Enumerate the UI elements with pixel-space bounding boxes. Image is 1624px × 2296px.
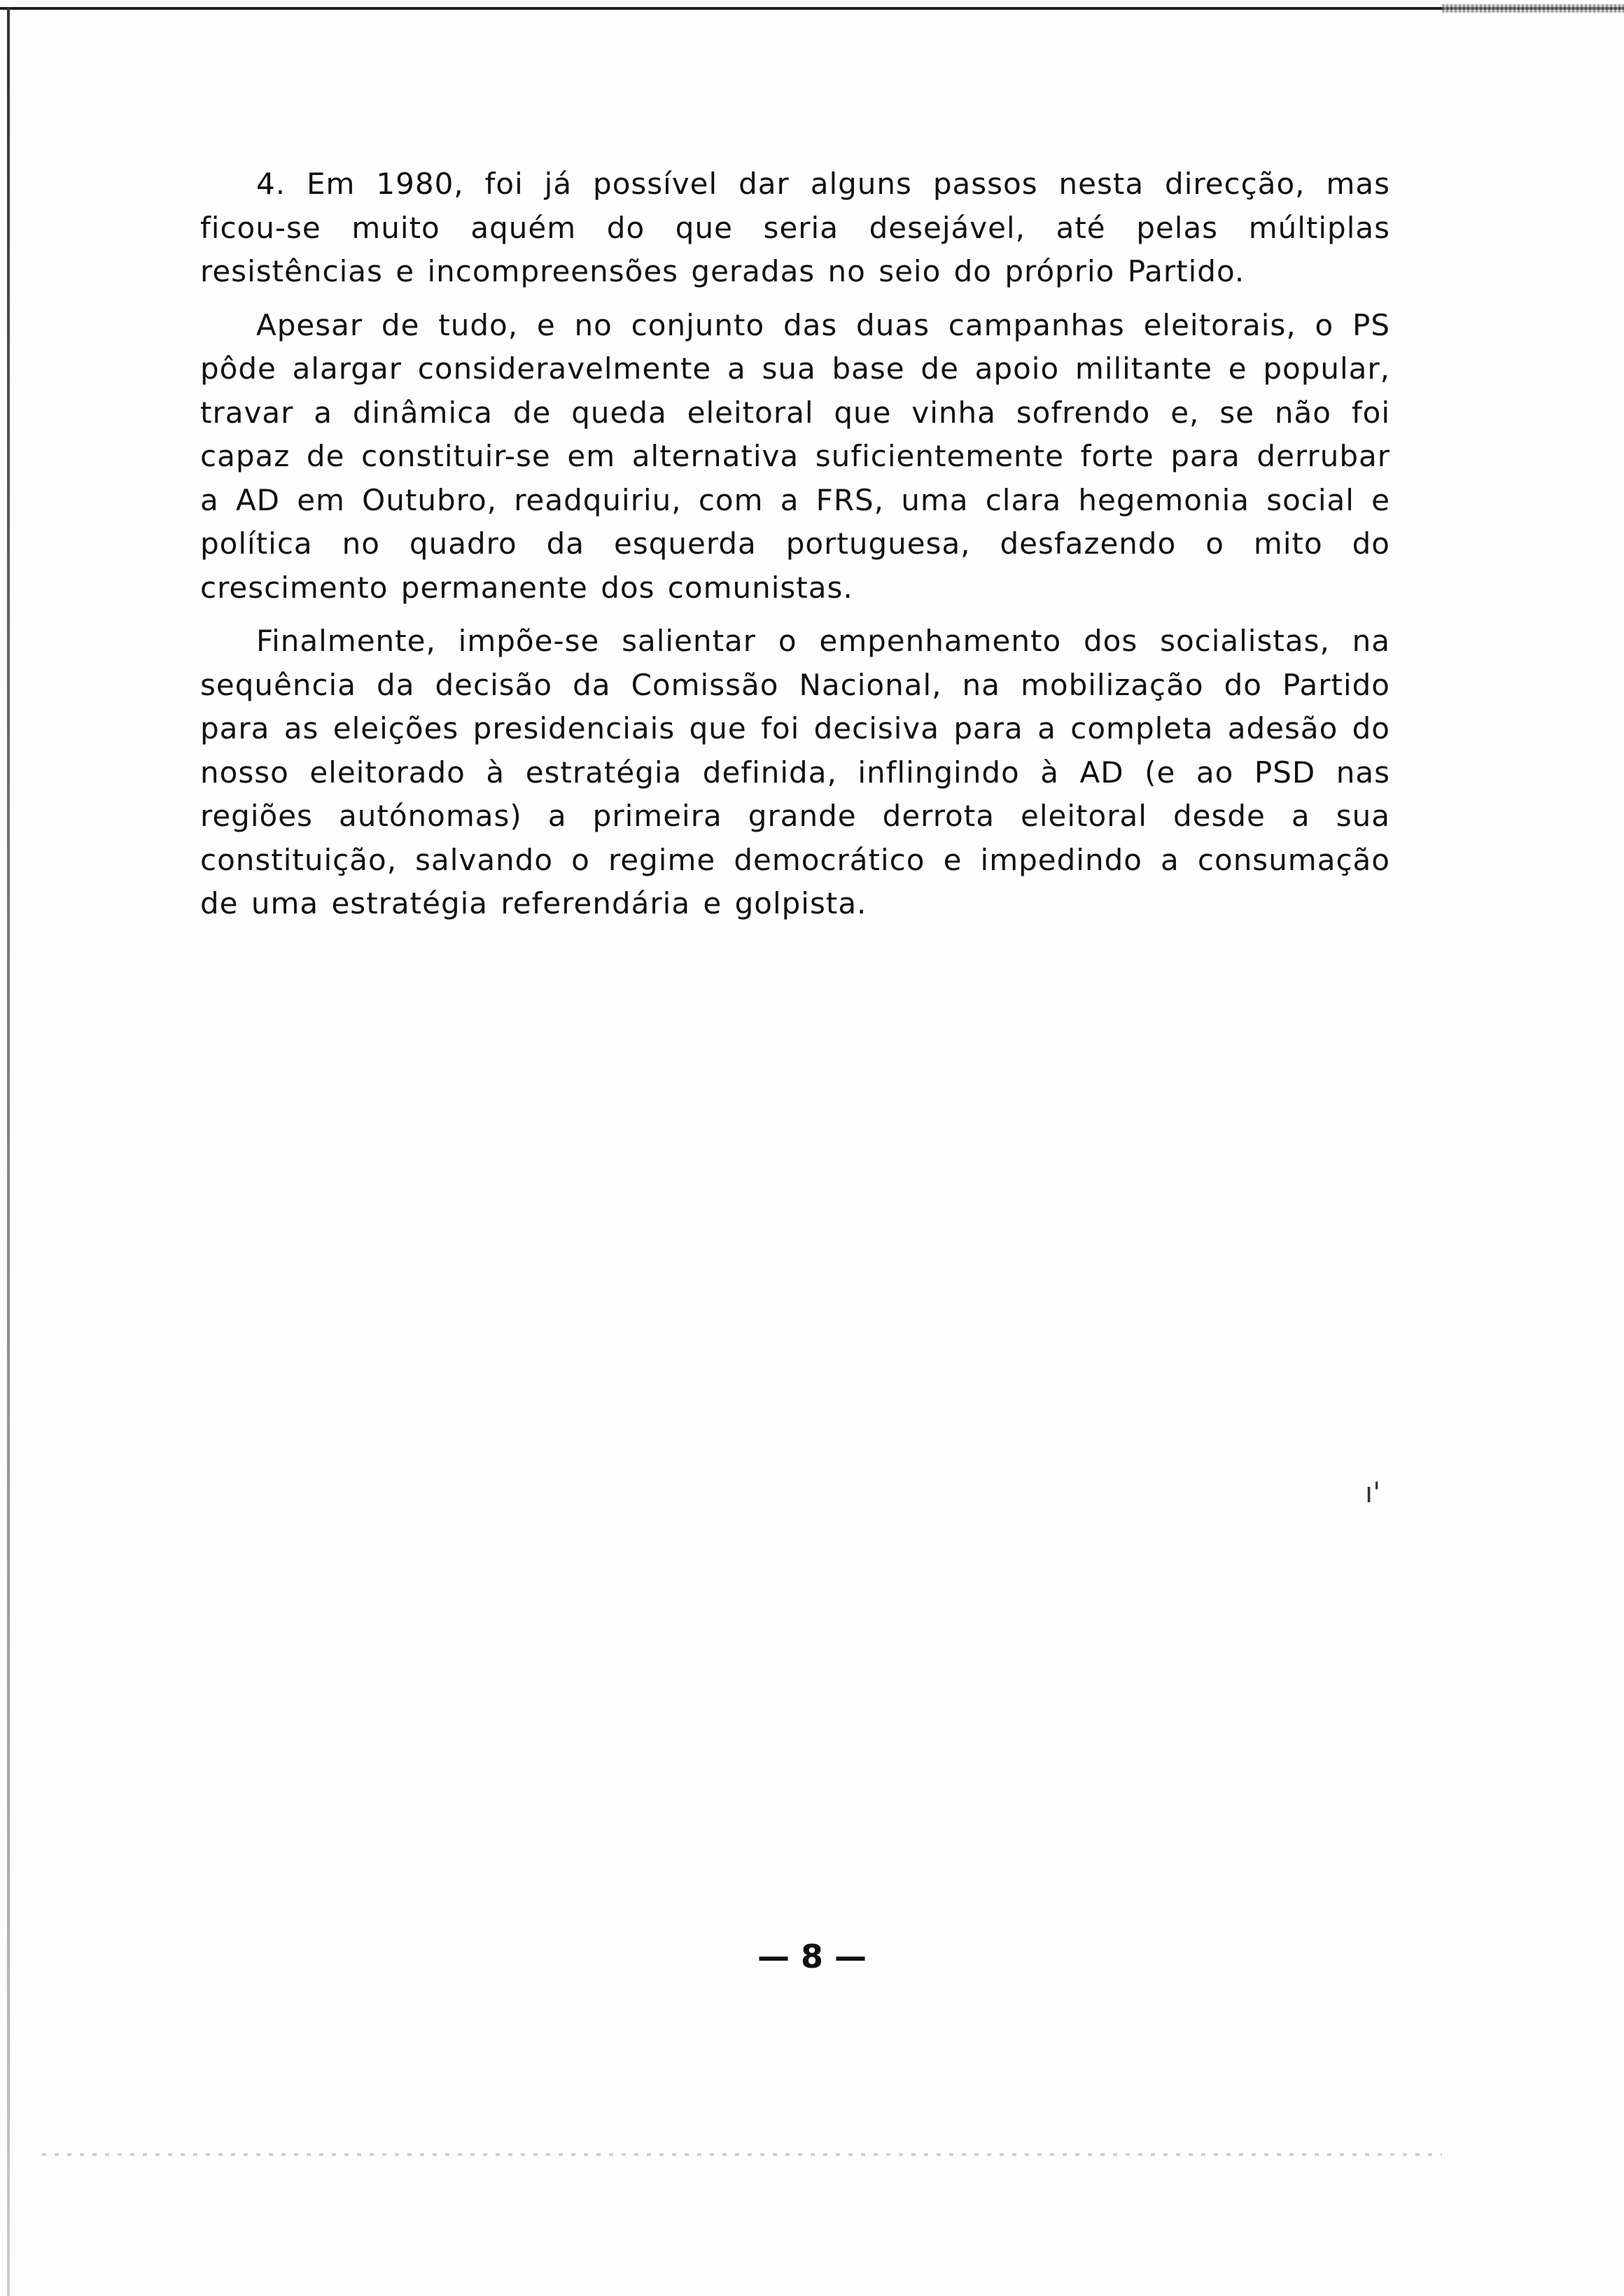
body-text xyxy=(200,162,1390,936)
margin-mark: ı' xyxy=(1365,1477,1381,1509)
page-number: — 8 — xyxy=(757,1938,867,1975)
scan-noise-bottom xyxy=(42,2153,1442,2156)
scan-noise-top-right xyxy=(1442,4,1624,13)
paragraph-2: Apesar de tudo, e no conjunto das duas campanhas eleitorais, o PS pôde alargar consideravelmente a sua base de apoio militante e popular, travar a dinâmica de queda eleitoral que vinha sofrendo e, se não foi capaz de constituir-se em alternativa suficientemente forte para derrubar a AD em Outubro, readquiriu, com a FRS, uma clara hegemonia social e política no quadro da esquerda portuguesa, desfazendo o mito do crescimento permanente dos comunistas. xyxy=(200,307,1390,605)
paragraph-3: Finalmente, impõe-se salientar o empenhamento dos socialistas, na sequência da decisão da Comissão Nacional, na mobilização do Partido para as eleições presidenciais que foi decisiva para a completa adesão do nosso eleitorado à estratégia definida, inflingindo à AD (e ao PSD nas regiões autónomas) a primeira grande derrota eleitoral desde a sua constituição, salvando o regime democrático e impedindo a consumação de uma estratégia referendária e golpista. xyxy=(200,624,1390,920)
scan-edge-top xyxy=(0,7,1624,10)
paragraph-1: 4. Em 1980, foi já possível dar alguns passos nesta direcção, mas ficou-se muito aquém do que seria desejável, até pelas múltiplas resistências e incompreensões geradas no seio do próprio Partido. xyxy=(200,167,1390,288)
